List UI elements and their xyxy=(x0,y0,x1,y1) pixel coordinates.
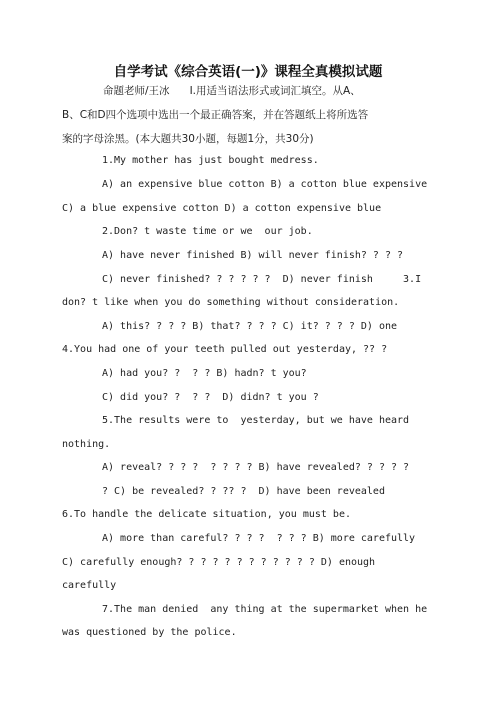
intro-line: B、C和D四个选项中选出一个最正确答案，并在答题纸上将所选答 xyxy=(62,109,369,121)
option-line: carefully xyxy=(62,580,117,591)
intro-line: 案的字母涂黑。(本大题共30小题，每题1分，共30分) xyxy=(62,133,314,145)
option-line: ? C) be revealed? ? ?? ? D) have been revealed xyxy=(102,486,385,497)
question-text: 7.The man denied any thing at the supermarket when he xyxy=(102,604,428,615)
question-text: nothing. xyxy=(62,439,111,450)
option-line: C) carefully enough? ? ? ? ? ? ? ? ? ? ? ? D) enough xyxy=(62,557,376,568)
question-text: 2.Don? t waste time or we our job. xyxy=(102,226,313,237)
intro-line: 命题老师/王冰 Ⅰ.用适当语法形式或词汇填空。从A、 xyxy=(103,85,361,97)
question-text: 1.My mother has just bought medress. xyxy=(102,155,319,166)
question-text: 4.You had one of your teeth pulled out yesterday, ?? ? xyxy=(62,344,388,355)
option-line: A) more than careful? ? ? ? ? ? ? B) more carefully xyxy=(102,533,416,544)
option-line: A) reveal? ? ? ? ? ? ? ? B) have revealed? ? ? ? ? xyxy=(102,462,410,473)
page-title: 自学考试《综合英语(一)》课程全真模拟试题 xyxy=(113,64,383,80)
option-line: C) did you? ? ? ? D) didn? t you ? xyxy=(102,392,319,403)
question-text: was questioned by the police. xyxy=(62,627,237,638)
option-line: A) had you? ? ? ? B) hadn? t you? xyxy=(102,368,307,379)
question-text: 6.To handle the delicate situation, you must be. xyxy=(62,509,351,520)
option-line: C) never finished? ? ? ? ? ? D) never finish 3.I xyxy=(102,274,422,285)
option-line: A) this? ? ? ? B) that? ? ? ? C) it? ? ? ? D) one xyxy=(102,321,398,332)
question-text: don? t like when you do something without consideration. xyxy=(62,297,400,308)
option-line: C) a blue expensive cotton D) a cotton expensive blue xyxy=(62,203,382,214)
option-line: A) an expensive blue cotton B) a cotton blue expensive xyxy=(102,179,428,190)
question-text: 5.The results were to yesterday, but we have heard xyxy=(102,415,410,426)
option-line: A) have never finished B) will never finish? ? ? ? xyxy=(102,250,404,261)
